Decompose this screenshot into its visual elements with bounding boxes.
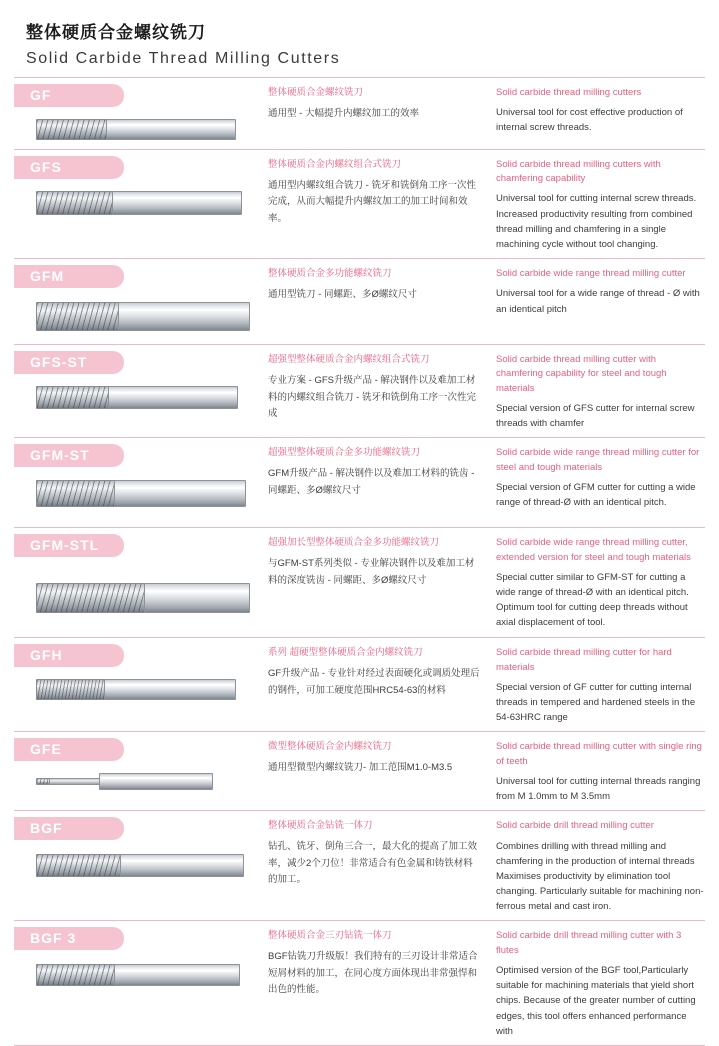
en-headline: Solid carbide wide range thread milling cutter, extended version for steel and tough materials bbox=[496, 537, 691, 563]
product-row[interactable] bbox=[14, 637, 705, 731]
cn-body: 通用型铣刀 - 同螺距、多Ø螺纹尺寸 bbox=[268, 288, 417, 300]
en-headline: Solid carbide thread milling cutter with chamfering capability for steel and tough materials bbox=[496, 354, 667, 394]
en-headline: Solid carbide wide range thread milling cutter for steel and tough materials bbox=[496, 447, 700, 473]
product-code-badge: GFM-STL bbox=[14, 534, 124, 557]
tool-column bbox=[14, 84, 262, 143]
en-headline: Solid carbide wide range thread milling cutter bbox=[496, 268, 686, 280]
tool-image bbox=[36, 113, 262, 143]
page-title-en: Solid Carbide Thread Milling Cutters bbox=[26, 49, 341, 67]
en-body: Special version of GF cutter for cutting internal threads in tempered and hardened steels in the 54-63HRC range bbox=[496, 681, 696, 724]
product-code-badge: BGF bbox=[14, 817, 124, 840]
en-body: Universal tool for cost effective production of internal screw threads. bbox=[496, 107, 683, 134]
product-row[interactable] bbox=[14, 731, 705, 810]
tool-column bbox=[14, 444, 262, 513]
en-body: Combines drilling with thread milling and chamfering in the production of internal threads Maximises productivity by elimination tool changing. Particularly suitable for machining non-ferrous metal and cast iron. bbox=[496, 840, 704, 913]
product-code-badge: GFS-ST bbox=[14, 351, 124, 374]
tool-image bbox=[36, 767, 262, 793]
description-en bbox=[490, 817, 705, 914]
tool-column bbox=[14, 351, 262, 414]
cn-body: 钻孔、铣牙、倒角三合一，最大化的提高了加工效率，减少2个刀位！非常适合有色金属和铸铁材料的加工。 bbox=[268, 840, 478, 886]
tool-image bbox=[36, 673, 262, 703]
description-cn bbox=[262, 817, 490, 889]
description-en bbox=[490, 265, 705, 317]
page-title-cn: 整体硬质合金螺纹铣刀 bbox=[26, 23, 206, 42]
product-row[interactable] bbox=[14, 810, 705, 920]
tool-image bbox=[36, 846, 262, 882]
description-cn bbox=[262, 84, 490, 122]
description-en bbox=[490, 444, 705, 510]
product-list bbox=[12, 77, 707, 1046]
cn-headline: 整体硬质合金三刃钻铣一体刀 bbox=[268, 930, 392, 942]
cn-body: 通用型微型内螺纹铣刀- 加工范围M1.0-M3.5 bbox=[268, 762, 453, 774]
tool-image bbox=[36, 185, 262, 219]
product-code-badge: GFS bbox=[14, 156, 124, 179]
en-headline: Solid carbide thread milling cutters bbox=[496, 86, 642, 98]
description-cn bbox=[262, 351, 490, 423]
description-en bbox=[490, 156, 705, 252]
tool-column bbox=[14, 156, 262, 219]
cn-headline: 超强型整体硬质合金多功能螺纹铣刀 bbox=[268, 447, 421, 459]
cn-body: 专业方案 - GFS升级产品 - 解决钢件以及难加工材料的内螺纹组合铣刀 - 铣牙和铣倒角工序一次性完成 bbox=[268, 374, 476, 420]
cn-headline: 整体硬质合金螺纹铣刀 bbox=[268, 86, 364, 98]
tool-column bbox=[14, 927, 262, 990]
en-body: Universal tool for cutting internal screw threads. Increased productivity resulting from combined thread milling and chamfering in a single machining cycle without tool changing. bbox=[496, 193, 697, 250]
cn-headline: 整体硬质合金多功能螺纹铣刀 bbox=[268, 268, 392, 280]
description-en bbox=[490, 351, 705, 431]
tool-column bbox=[14, 644, 262, 703]
en-body: Special version of GFM cutter for cutting a wide range of thread-Ø with an identical pitch. bbox=[496, 481, 696, 508]
description-en bbox=[490, 84, 705, 136]
en-headline: Solid carbide thread milling cutter for hard materials bbox=[496, 647, 672, 673]
description-en bbox=[490, 738, 705, 804]
description-cn bbox=[262, 927, 490, 999]
product-code-badge: GFM bbox=[14, 265, 124, 288]
product-row[interactable] bbox=[14, 149, 705, 258]
cn-headline: 整体硬质合金钻铣一体刀 bbox=[268, 820, 373, 832]
description-cn bbox=[262, 534, 490, 589]
description-cn bbox=[262, 738, 490, 776]
product-code-badge: GF bbox=[14, 84, 124, 107]
en-body: Special cutter similar to GFM-ST for cutting a wide range of thread-Ø with an identical pitch. Optimum tool for cutting deep threads without axial displacement of tool. bbox=[496, 571, 689, 629]
en-body: Special version of GFS cutter for internal screw threads with chamfer bbox=[496, 402, 695, 430]
tool-column bbox=[14, 265, 262, 338]
tool-column bbox=[14, 534, 262, 631]
product-code-badge: GFH bbox=[14, 644, 124, 667]
description-cn bbox=[262, 156, 490, 228]
description-en bbox=[490, 927, 705, 1038]
description-cn bbox=[262, 644, 490, 699]
cn-headline: 超强型整体硬质合金内螺纹组合式铣刀 bbox=[268, 354, 430, 366]
cn-body: BGF钻铣刀升级版！我们特有的三刃设计非常适合短屑材料的加工，在同心度方面体现出非常强悍和出色的性能。 bbox=[268, 951, 478, 996]
product-row[interactable] bbox=[14, 437, 705, 527]
tool-column bbox=[14, 738, 262, 793]
product-code-badge: BGF 3 bbox=[14, 927, 124, 950]
cn-headline: 超强加长型整体硬质合金多功能螺纹铣刀 bbox=[268, 537, 440, 549]
product-row[interactable] bbox=[14, 920, 705, 1045]
en-body: Universal tool for cutting internal threads ranging from M 1.0mm to M 3.5mm bbox=[496, 775, 701, 803]
cn-body: GFM升级产品 - 解决钢件以及难加工材料的铣齿 - 同螺距、多Ø螺纹尺寸 bbox=[268, 468, 475, 496]
product-row[interactable] bbox=[14, 258, 705, 344]
page-header bbox=[12, 0, 707, 77]
product-code-badge: GFE bbox=[14, 738, 124, 761]
product-row[interactable] bbox=[14, 77, 705, 149]
en-headline: Solid carbide drill thread milling cutter with 3 flutes bbox=[496, 930, 682, 956]
cn-body: GF升级产品 - 专业针对经过表面硬化或调质处理后的钢件，可加工硬度范围HRC54-63的材料 bbox=[268, 668, 480, 696]
en-headline: Solid carbide thread milling cutters with chamfering capability bbox=[496, 158, 661, 185]
cn-headline: 系列 超硬型整体硬质合金内螺纹铣刀 bbox=[268, 647, 423, 659]
product-row[interactable] bbox=[14, 527, 705, 637]
en-body: Optimised version of the BGF tool,Particularly suitable for machining materials that yield short chips. Because of the greater number of cutting edges, this tool offers enhanced performance with bbox=[496, 964, 696, 1037]
description-cn bbox=[262, 265, 490, 303]
en-body: Universal tool for a wide range of thread - Ø with an identical pitch bbox=[496, 288, 700, 315]
description-cn bbox=[262, 444, 490, 499]
product-row[interactable] bbox=[14, 344, 705, 437]
en-headline: Solid carbide drill thread milling cutter bbox=[496, 820, 654, 832]
en-headline: Solid carbide thread milling cutter with single ring of teeth bbox=[496, 741, 702, 767]
product-code-badge: GFM-ST bbox=[14, 444, 124, 467]
tool-image bbox=[36, 473, 262, 513]
tool-image bbox=[36, 575, 262, 631]
tool-image bbox=[36, 956, 262, 990]
description-en bbox=[490, 534, 705, 630]
tool-image bbox=[36, 294, 262, 338]
tool-column bbox=[14, 817, 262, 882]
cn-body: 通用型 - 大幅提升内螺纹加工的效率 bbox=[268, 107, 419, 119]
cn-body: 与GFM-ST系列类似 - 专业解决钢件以及难加工材料的深度铣齿 - 同螺距、多Ø螺纹尺寸 bbox=[268, 558, 475, 586]
cn-headline: 微型整体硬质合金内螺纹铣刀 bbox=[268, 741, 392, 753]
tool-image bbox=[36, 380, 262, 414]
cn-body: 通用型内螺纹组合铣刀 - 铣牙和铣倒角工序一次性完成，从而大幅提升内螺纹加工的加工时间和效率。 bbox=[268, 179, 476, 224]
cn-headline: 整体硬质合金内螺纹组合式铣刀 bbox=[268, 158, 402, 170]
description-en bbox=[490, 644, 705, 725]
